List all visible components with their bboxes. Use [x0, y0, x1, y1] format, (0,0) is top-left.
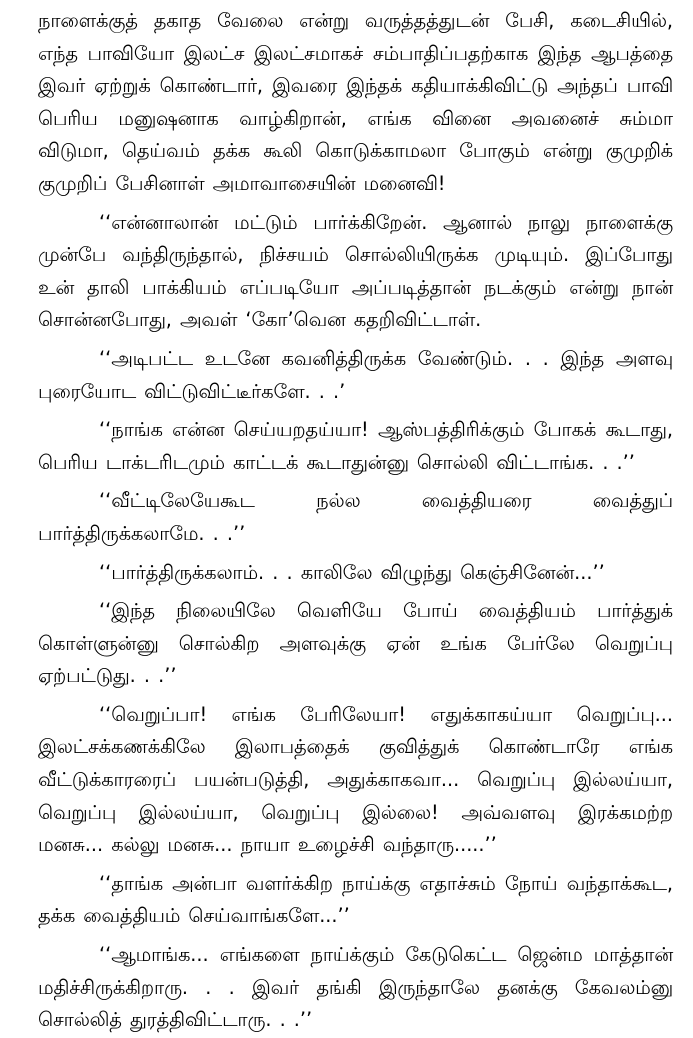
paragraph-2: ‘‘என்னாலான் மட்டும் பார்க்கிறேன். ஆனால் நாலு நாளைக்கு முன்பே வந்திருந்தால், நிச்சயம் சொல்லியிருக்க முடியும். இப்போது உன் தாலி பாக்கியம் எப்படியோ அப்படித்தான் நடக்கும் என்று நான் சொன்னபோது, அவள் ‘கோ’வென கதறிவிட்டாள்.: [38, 210, 673, 332]
paragraph-6: ‘‘பார்த்திருக்கலாம். . . காலிலே விழுந்து கெஞ்சினேன்...’’: [99, 560, 605, 584]
paragraph-1: நாளைக்குத் தகாத வேலை என்று வருத்தத்துடன் பேசி, கடைசியில், எந்த பாவியோ இலட்ச இலட்சமாகச் சம்பாதிப்பதற்காக இந்த ஆபத்தை இவர் ஏற்றுக் கொண்டார், இவரை இந்தக் கதியாக்கிவிட்டு அந்தப் பாவி பெரிய மனுஷனாக வாழ்கிறான், எங்க வினை அவனைச் சும்மா விடுமா, தெய்வம் தக்க கூலி கொடுக்காமலா போகும் என்று குமுறிக் குமுறிப் பேசினாள் அமாவாசையின் மனைவி!: [38, 9, 673, 195]
paragraph-8: ‘‘வெறுப்பா! எங்க பேரிலேயா! எதுக்காகய்யா வெறுப்பு... இலட்சக்கணக்கிலே இலாபத்தைக் குவித்துக் கொண்டாரே எங்க வீட்டுக்காரரைப் பயன்படுத்தி, அதுக்காகவா... வெறுப்பு இல்லய்யா, வெறுப்பு இல்லய்யா, வெறுப்பு இல்லை! அவ்வளவு இரக்கமற்ற மனசு... கல்லு மனசு... நாயா உழைச்சி வந்தாரு.....’’: [38, 702, 673, 857]
paragraph-10: ‘‘ஆமாங்க... எங்களை நாய்க்கும் கேடுகெட்ட ஜென்ம மாத்தான் மதிச்சிருக்கிறாரு. . . இவர் தங்கி இருந்தாலே தனக்கு கேவலம்னு சொல்லித் துரத்திவிட்டாரு. . .’’: [38, 943, 673, 1032]
paragraph-9: ‘‘தாங்க அன்பா வளர்க்கிற நாய்க்கு எதாச்சும் நோய் வந்தாக்கூட, தக்க வைத்தியம் செய்வாங்களே...’’: [38, 871, 673, 928]
paragraph-4: ‘‘நாங்க என்ன செய்யறதய்யா! ஆஸ்பத்திரிக்கும் போகக் கூடாது, பெரிய டாக்டரிடமும் காட்டக் கூடாதுன்னு சொல்லி விட்டாங்க. . .’’: [38, 418, 673, 474]
paragraph-7: ‘‘இந்த நிலையிலே வெளியே போய் வைத்தியம் பார்த்துக் கொள்ளுன்னு சொல்கிற அளவுக்கு ஏன் உங்க பேர்லே வெறுப்பு ஏற்பட்டுது. . .’’: [38, 599, 673, 688]
paragraph-5: ‘‘வீட்டிலேயேகூட நல்ல வைத்தியரை வைத்துப் பார்த்திருக்கலாமே. . .’’: [38, 489, 673, 545]
paragraph-3: ‘‘அடிபட்ட உடனே கவனித்திருக்க வேண்டும். . . இந்த அளவு புரையோட விட்டுவிட்டீர்களே. . .’: [38, 346, 673, 403]
